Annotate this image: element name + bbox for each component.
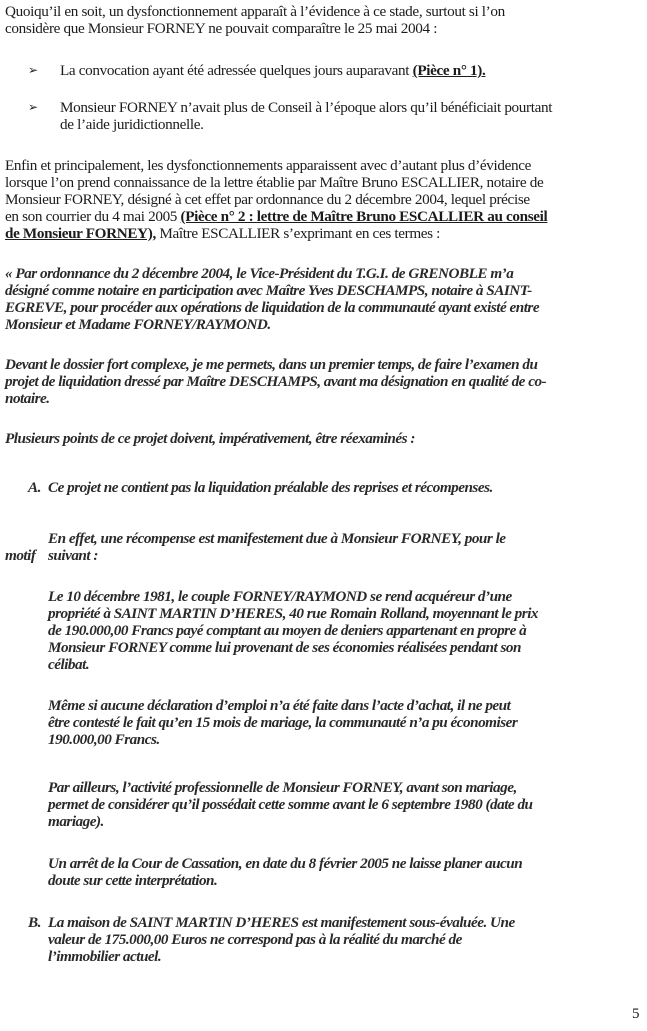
text-line: [28, 914, 643, 931]
item-paragraph: [28, 479, 643, 496]
text-line: [48, 656, 643, 673]
text-segment: suivant :: [48, 547, 98, 564]
text-line: [5, 430, 643, 447]
text-segment: projet de liquidation dressé par Maître DESCHAMPS, avant ma désignation en qualité de co-: [5, 373, 547, 390]
text-line: [5, 191, 643, 208]
margin-word: motif: [5, 547, 36, 564]
text-line: [28, 99, 643, 116]
text-line: [5, 157, 643, 174]
body-paragraph: [5, 157, 643, 242]
item-label: B.: [28, 914, 41, 931]
text-line: [48, 855, 643, 872]
text-line: [28, 62, 643, 79]
text-segment: propriété à SAINT MARTIN D’HERES, 40 rue Romain Rolland, moyennant le prix: [48, 605, 539, 622]
text-line: [5, 390, 643, 407]
text-line: [48, 714, 643, 731]
exhibit-reference: de Monsieur FORNEY),: [5, 225, 156, 242]
text-segment: être contesté le fait qu’en 15 mois de mariage, la communauté n’a pu économiser: [48, 714, 518, 731]
text-segment: Quoiqu’il en soit, un dysfonctionnement apparaît à l’évidence à ce stade, surtout si l’on: [5, 3, 505, 20]
bullet-paragraph: [28, 62, 643, 79]
text-segment: « Par ordonnance du 2 décembre 2004, le Vice-Président du T.G.I. de GRENOBLE m’a: [5, 265, 514, 282]
text-segment: Plusieurs points de ce projet doivent, impérativement, être réexaminés :: [5, 430, 415, 447]
text-segment: désigné comme notaire en participation avec Maître Yves DESCHAMPS, notaire à SAINT-: [5, 282, 532, 299]
text-line: [5, 20, 643, 37]
text-line: [5, 547, 643, 564]
text-line: [48, 948, 643, 965]
text-segment: Devant le dossier fort complexe, je me permets, dans un premier temps, de faire l’examen du: [5, 356, 538, 373]
text-segment: notaire.: [5, 390, 50, 407]
text-line: [48, 697, 643, 714]
text-segment: Même si aucune déclaration d’emploi n’a été faite dans l’acte d’achat, il ne peut: [48, 697, 511, 714]
text-segment: En effet, une récompense est manifestement due à Monsieur FORNEY, pour le: [48, 530, 506, 547]
text-line: [5, 373, 643, 390]
text-line: [48, 588, 643, 605]
text-segment: l’immobilier actuel.: [48, 948, 162, 965]
text-line: [5, 316, 643, 333]
text-line: [48, 639, 643, 656]
quote-paragraph: [5, 356, 643, 407]
quote-paragraph: [5, 265, 643, 333]
indent-paragraph: [48, 855, 643, 889]
text-line: [5, 356, 643, 373]
quote-paragraph: [5, 430, 643, 447]
text-segment: Maître ESCALLIER s’exprimant en ces termes :: [155, 225, 441, 242]
item-label: A.: [28, 479, 41, 496]
text-line: [48, 605, 643, 622]
text-segment: mariage).: [48, 813, 104, 830]
text-segment: EGREVE, pour procéder aux opérations de liquidation de la communauté ayant existé entre: [5, 299, 540, 316]
text-segment: Monsieur FORNEY comme lui provenant de ses économies réalisées pendant son: [48, 639, 521, 656]
text-line: [5, 174, 643, 191]
text-segment: Enfin et principalement, les dysfonctionnements apparaissent avec d’autant plus d’évidence: [5, 157, 532, 174]
text-segment: en son courrier du 4 mai 2005: [5, 208, 181, 225]
text-line: [48, 779, 643, 796]
arrow-bullet-icon: ➢: [28, 100, 38, 114]
indent-paragraph: [48, 588, 643, 673]
text-segment: Le 10 décembre 1981, le couple FORNEY/RAYMOND se rend acquéreur d’une: [48, 588, 512, 605]
text-line: [5, 208, 643, 225]
text-segment: Monsieur FORNEY, désigné à cet effet par ordonnance du 2 décembre 2004, lequel précise: [5, 191, 530, 208]
item-paragraph: [28, 914, 643, 965]
text-segment: permet de considérer qu’il possédait cette somme avant le 6 septembre 1980 (date du: [48, 796, 533, 813]
text-segment: 190.000,00 Francs.: [48, 731, 160, 748]
text-line: [60, 116, 643, 133]
text-segment: Monsieur et Madame FORNEY/RAYMOND.: [5, 316, 271, 333]
exhibit-reference: (Pièce n° 1).: [412, 62, 486, 79]
text-line: [5, 265, 643, 282]
text-line: [48, 530, 643, 547]
text-line: [48, 731, 643, 748]
text-segment: doute sur cette interprétation.: [48, 872, 218, 889]
text-line: [28, 479, 643, 496]
text-segment: Ce projet ne contient pas la liquidation préalable des reprises et récompenses.: [48, 479, 493, 496]
indent-paragraph: [48, 697, 643, 748]
text-segment: lorsque l’on prend connaissance de la lettre établie par Maître Bruno ESCALLIER, notaire de: [5, 174, 544, 191]
text-line: [48, 931, 643, 948]
text-segment: considère que Monsieur FORNEY ne pouvait comparaître le 25 mai 2004 :: [5, 20, 438, 37]
indent-paragraph: [5, 530, 643, 564]
text-line: [48, 872, 643, 889]
body-paragraph: [5, 3, 643, 37]
text-segment: La convocation ayant été adressée quelques jours auparavant: [60, 62, 413, 79]
text-line: [5, 3, 643, 20]
text-line: [5, 282, 643, 299]
page-number: 5: [632, 1006, 640, 1022]
arrow-bullet-icon: ➢: [28, 63, 38, 77]
text-line: [48, 622, 643, 639]
exhibit-reference: (Pièce n° 2 : lettre de Maître Bruno ESCALLIER au conseil: [180, 208, 548, 225]
text-segment: valeur de 175.000,00 Euros ne correspond pas à la réalité du marché de: [48, 931, 462, 948]
text-segment: de l’aide juridictionnelle.: [60, 116, 204, 133]
text-line: [5, 299, 643, 316]
text-segment: Monsieur FORNEY n’avait plus de Conseil à l’époque alors qu’il bénéficiait pourtant: [60, 99, 553, 116]
bullet-paragraph: [28, 99, 643, 133]
text-segment: Un arrêt de la Cour de Cassation, en date du 8 février 2005 ne laisse planer aucun: [48, 855, 523, 872]
text-segment: de 190.000,00 Francs payé comptant au moyen de deniers appartenant en propre à: [48, 622, 527, 639]
text-segment: célibat.: [48, 656, 90, 673]
text-line: [48, 796, 643, 813]
text-segment: Par ailleurs, l’activité professionnelle de Monsieur FORNEY, avant son mariage,: [48, 779, 517, 796]
text-line: [48, 813, 643, 830]
text-line: [5, 225, 643, 242]
indent-paragraph: [48, 779, 643, 830]
text-segment: La maison de SAINT MARTIN D’HERES est manifestement sous-évaluée. Une: [48, 914, 515, 931]
